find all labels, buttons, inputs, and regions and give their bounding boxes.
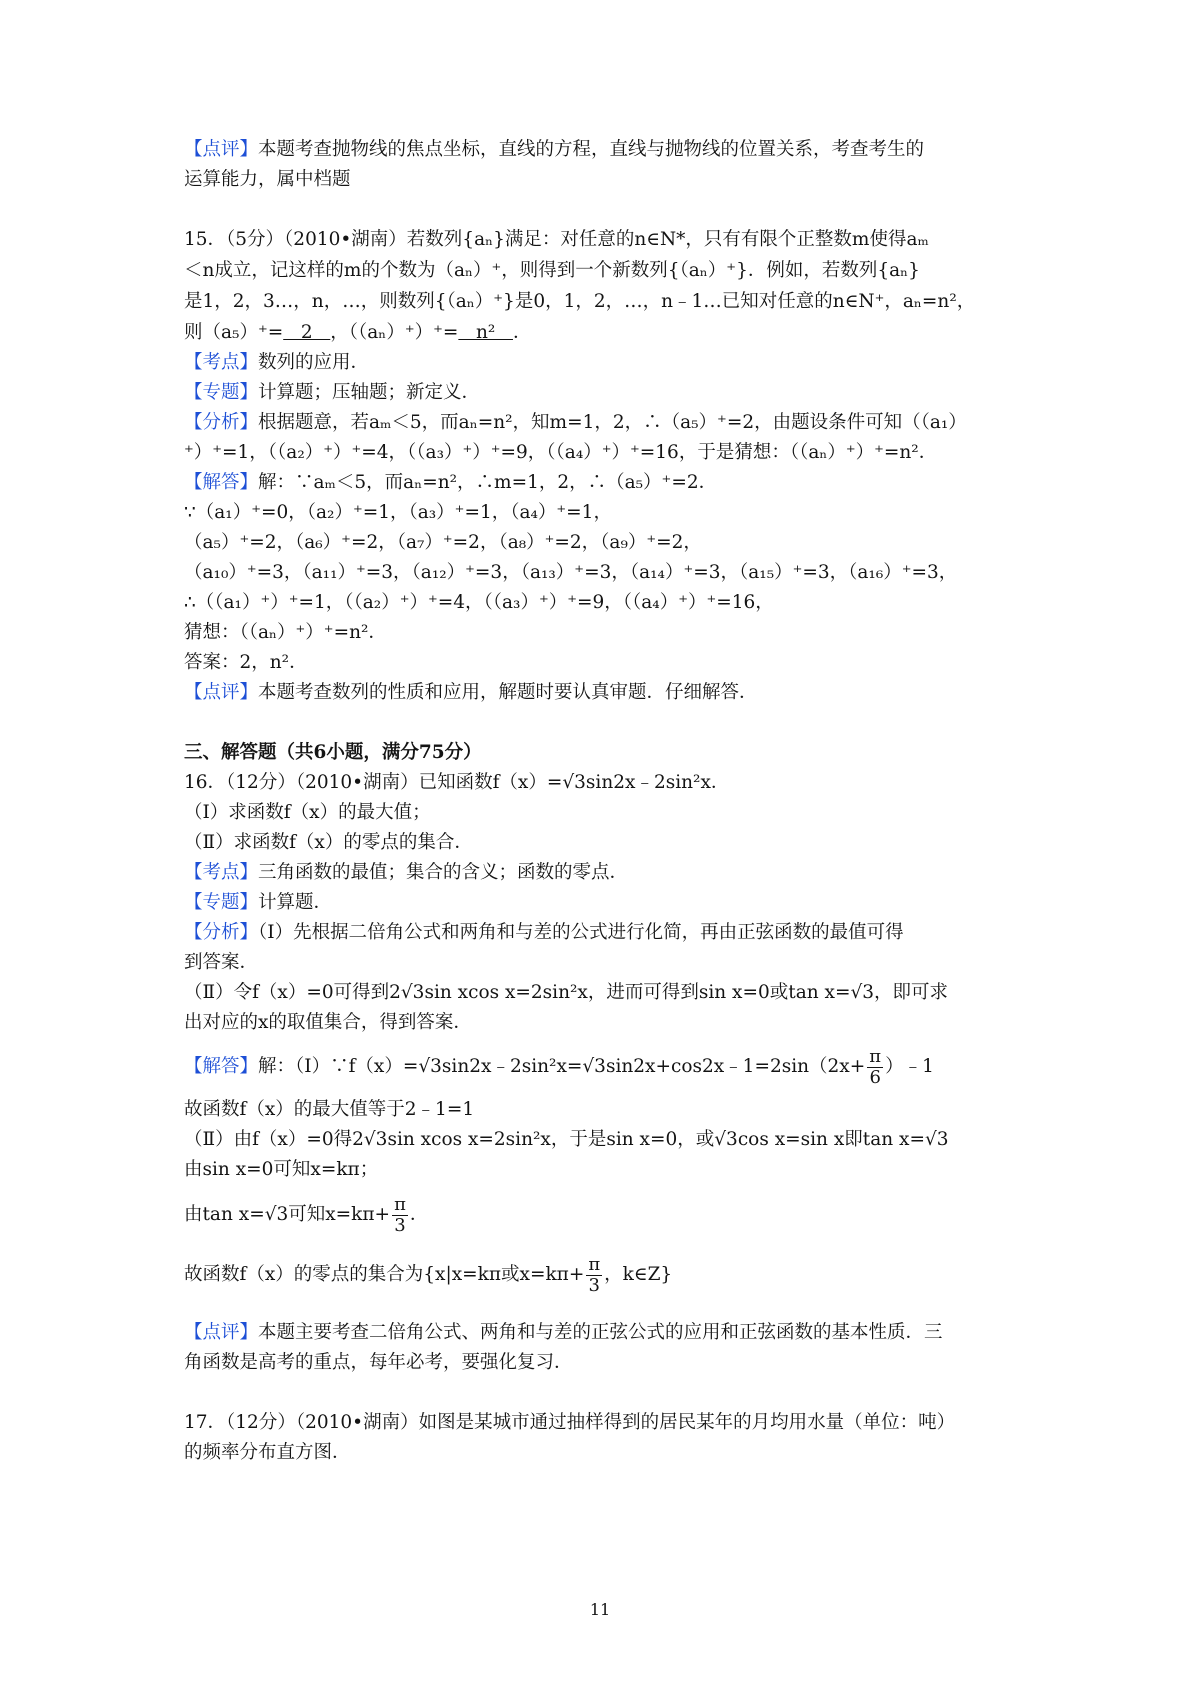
q15-line-1: 15．（5分）（2010•湖南）若数列{aₙ}满足：对任意的n∈N*，只有有限个正整数m使得aₘ [184,229,929,250]
q15-dianping: 【点评】本题考查数列的性质和应用，解题时要认真审题．仔细解答． [184,682,758,703]
q15-line-4: 则（a₅）⁺= 2 ，（（aₙ）⁺）⁺= n² ． [184,322,532,343]
section-title: 三、解答题（共6小题，满分75分） [184,742,482,763]
q16-jieda-1: 【解答】解：（Ⅰ）∵f（x）=√3sin2x﹣2sin²x=√3sin2x+cos2x﹣1=2sin（2x+ $\frac{\pi}{6}$ ）﹣1 [184,1045,934,1088]
q16-line-3: （Ⅱ）求函数f（x）的零点的集合． [184,832,473,853]
q16-zhuanti: 【专题】计算题． [184,892,333,913]
fraction-pi-over-3-b: $\frac{\pi}{3}$ [588,1253,601,1296]
q15-fenxi-1: 【分析】根据题意，若aₘ＜5，而aₙ=n²，知m=1，2，∴（a₅）⁺=2，由题设条件可知（（a₁） [184,412,967,433]
q15-jieda-6: 猜想：（（aₙ）⁺）⁺=n²． [184,622,387,643]
q15-jieda-1: 【解答】解：∵aₘ＜5，而aₙ=n²，∴m=1，2，∴（a₅）⁺=2． [184,472,718,493]
q15-line-2: ＜n成立，记这样的m的个数为（aₙ）⁺，则得到一个新数列{（aₙ）⁺}．例如，若数列{aₙ} [184,260,920,281]
page-number: 11 [589,1600,611,1619]
q15-jieda-4: （a₁₀）⁺=3，（a₁₁）⁺=3，（a₁₂）⁺=3，（a₁₃）⁺=3，（a₁₄）⁺=3，（a₁₅）⁺=3，（a₁₆）⁺=3， [184,562,958,583]
q16-jieda-3: （Ⅱ）由f（x）=0得2√3sin xcos x=2sin²x，于是sin x=0，或√3cos x=sin x即tan x=√3 [184,1129,949,1150]
q15-jieda-7: 答案：2，n²． [184,652,308,673]
review-line-2: 运算能力，属中档题 [184,169,351,190]
q16-fenxi-3: （Ⅱ）令f（x）=0可得到2√3sin xcos x=2sin²x，进而可得到sin x=0或tan x=√3，即可求 [184,982,949,1003]
q15-zhuanti: 【专题】计算题；压轴题；新定义． [184,382,481,403]
fraction-pi-over-6: $\frac{\pi}{6}$ [869,1045,882,1088]
q16-fenxi-4: 出对应的x的取值集合，得到答案． [184,1012,472,1033]
q16-dianping-1: 【点评】本题主要考查二倍角公式、两角和与差的正弦公式的应用和正弦函数的基本性质．三 [184,1322,943,1343]
review-line-1: 【点评】本题考查抛物线的焦点坐标，直线的方程，直线与抛物线的位置关系，考查考生的 [184,139,925,160]
q17-line-2: 的频率分布直方图． [184,1442,351,1463]
answer-blank-1: 2 [283,322,331,343]
q16-jieda-4: 由sin x=0可知x=kπ； [184,1159,379,1180]
q16-line-2: （Ⅰ）求函数f（x）的最大值； [184,802,431,823]
q15-jieda-2: ∵（a₁）⁺=0，（a₂）⁺=1，（a₃）⁺=1，（a₄）⁺=1， [184,502,612,523]
review-tag: 【点评】 [184,139,259,160]
q16-dianping-2: 角函数是高考的重点，每年必考，要强化复习． [184,1352,573,1373]
q16-line-1: 16．（12分）（2010•湖南）已知函数f（x）=√3sin2x﹣2sin²x． [184,772,730,793]
q15-jieda-5: ∴（（a₁）⁺）⁺=1，（（a₂）⁺）⁺=4，（（a₃）⁺）⁺=9，（（a₄）⁺）⁺=16， [184,592,774,613]
q16-jieda-5: 由tan x=√3可知x=kπ+ $\frac{\pi}{3}$ ． [184,1193,429,1236]
q16-jieda-2: 故函数f（x）的最大值等于2﹣1=1 [184,1099,475,1120]
q15-line-3: 是1，2，3…，n，…，则数列{（aₙ）⁺}是0，1，2，…，n﹣1…已知对任意的n∈N⁺，aₙ=n²， [184,291,976,312]
q15-jieda-3: （a₅）⁺=2，（a₆）⁺=2，（a₇）⁺=2，（a₈）⁺=2，（a₉）⁺=2， [184,532,702,553]
q15-fenxi-2: ⁺）⁺=1，（（a₂）⁺）⁺=4，（（a₃）⁺）⁺=9，（（a₄）⁺）⁺=16，于是猜想：（（aₙ）⁺）⁺=n²． [184,442,938,463]
answer-blank-2: n² [458,322,513,343]
q16-fenxi-2: 到答案． [184,952,259,973]
q15-kaodian: 【考点】数列的应用． [184,352,370,373]
q16-jieda-6: 故函数f（x）的零点的集合为{x|x=kπ或x=kπ+ $\frac{\pi}{3}$ ，k∈Z} [184,1253,673,1296]
q17-line-1: 17．（12分）（2010•湖南）如图是某城市通过抽样得到的居民某年的月均用水量（单位：吨） [184,1412,956,1433]
q16-fenxi-1: 【分析】（Ⅰ）先根据二倍角公式和两角和与差的公式进行化简，再由正弦函数的最值可得 [184,922,904,943]
q16-kaodian: 【考点】三角函数的最值；集合的含义；函数的零点． [184,862,629,883]
fraction-pi-over-3: $\frac{\pi}{3}$ [394,1193,406,1236]
